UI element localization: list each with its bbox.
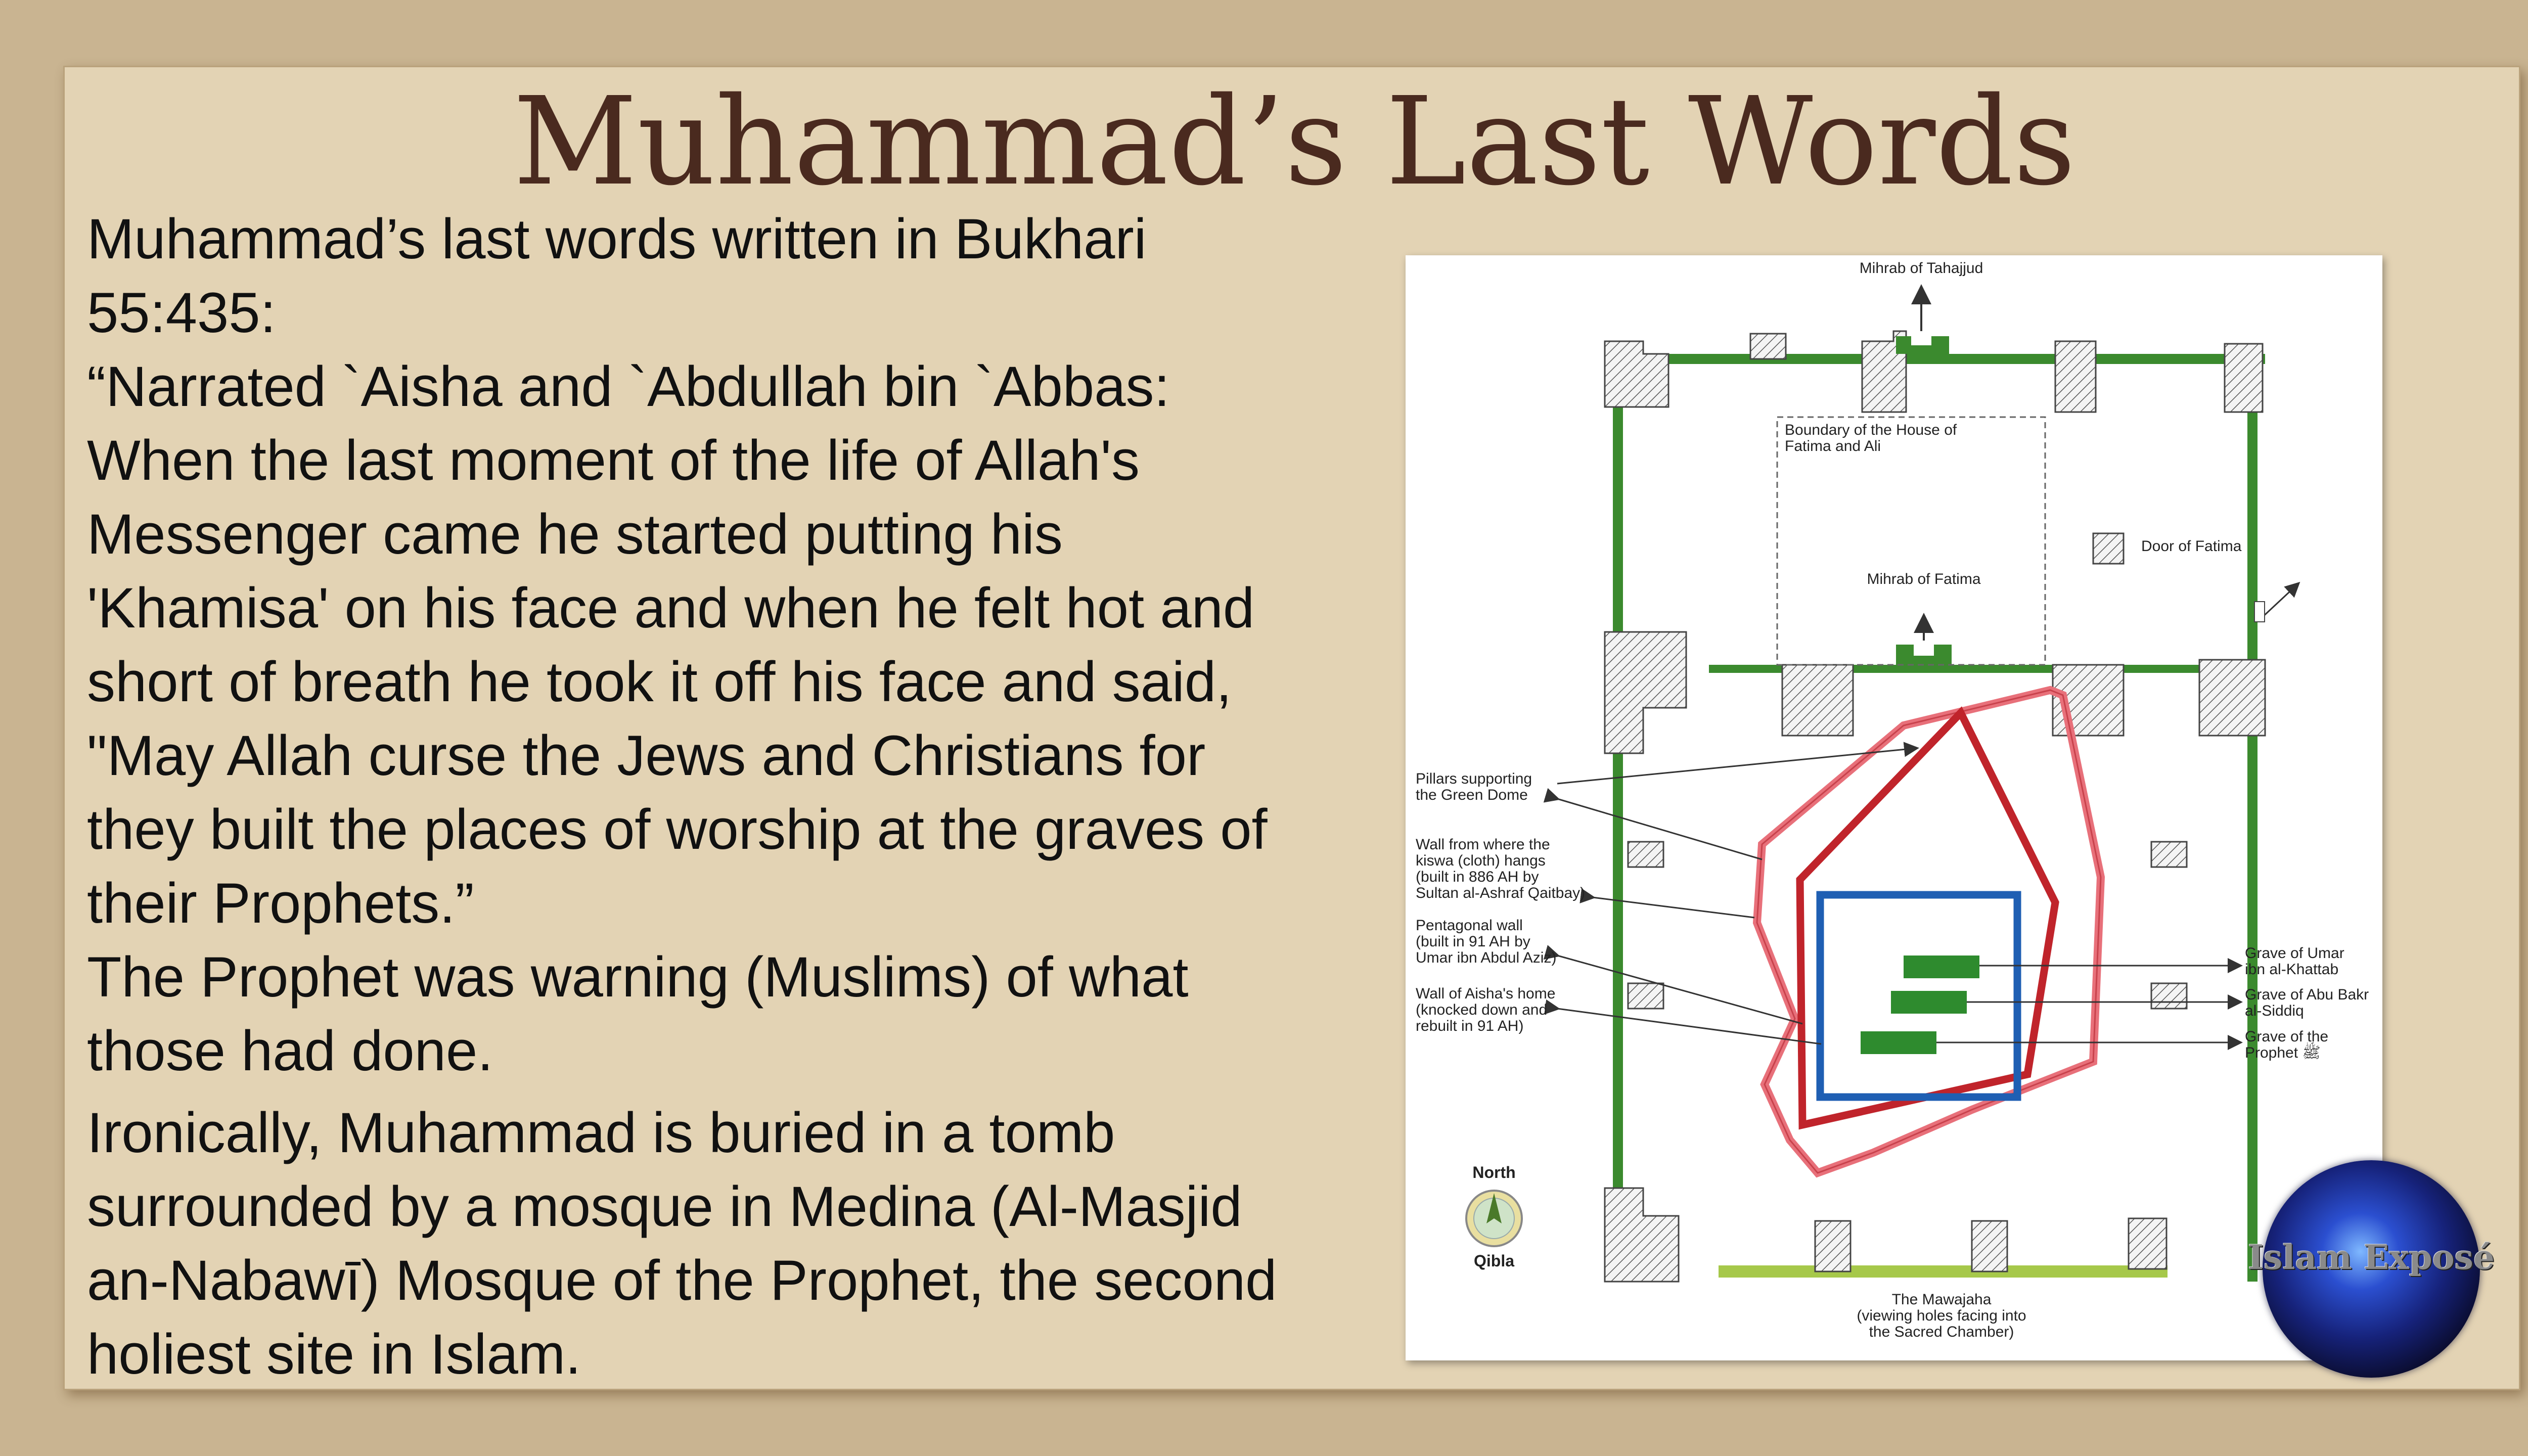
body-line: holiest site in Islam.	[87, 1323, 581, 1386]
label-grave-abubakr: Grave of Abu Bakr	[2245, 986, 2369, 1003]
label-boundary: Boundary of the House of	[1785, 422, 1957, 438]
label-pillars: Pillars supporting	[1416, 770, 1532, 787]
label-aisha: Wall of Aisha's home	[1416, 985, 1556, 1002]
label-boundary: Fatima and Ali	[1785, 438, 1881, 454]
grave-abu-bakr	[1891, 991, 1967, 1014]
label-grave-abubakr: al-Siddiq	[2245, 1003, 2304, 1019]
body-line: Ironically, Muhammad is buried in a tomb	[87, 1101, 1115, 1164]
label-mawajaha: (viewing holes facing into	[1857, 1307, 2026, 1324]
label-pentagonal: (built in 91 AH by	[1416, 933, 1530, 950]
body-line: their Prophets.”	[87, 872, 474, 935]
label-aisha: rebuilt in 91 AH)	[1416, 1018, 1524, 1034]
body-line: The Prophet was warning (Muslims) of what	[87, 945, 1189, 1009]
label-pillars: the Green Dome	[1416, 787, 1528, 803]
label-mawajaha: The Mawajaha	[1891, 1291, 1992, 1308]
logo-text: Islam Exposé	[2248, 1238, 2495, 1277]
grave-prophet	[1861, 1031, 1936, 1054]
label-pentagonal: Pentagonal wall	[1416, 917, 1523, 934]
label-kiswa: kiswa (cloth) hangs	[1416, 852, 1546, 869]
mihrab-tahajjud	[1896, 336, 1949, 354]
label-grave-prophet: Grave of the	[2245, 1028, 2329, 1045]
grave-umar	[1904, 956, 1979, 978]
label-kiswa: Wall from where the	[1416, 836, 1550, 853]
label-mihrab-fatima: Mihrab of Fatima	[1867, 571, 1981, 587]
compass-icon	[1466, 1191, 1522, 1246]
body-line: Muhammad’s last words written in Bukhari	[87, 207, 1147, 270]
slide-body	[87, 202, 1381, 1391]
body-line: short of breath he took it off his face and said,	[87, 650, 1232, 713]
label-grave-umar: ibn al-Khattab	[2245, 961, 2339, 978]
mawajaha-strip	[1719, 1265, 2168, 1278]
label-kiswa: Sultan al-Ashraf Qaitbay)	[1416, 885, 1586, 901]
label-qibla: Qibla	[1473, 1252, 1515, 1270]
mihrab-fatima	[1896, 645, 1952, 665]
label-north: North	[1472, 1163, 1516, 1181]
label-mawajaha: the Sacred Chamber)	[1869, 1324, 2014, 1340]
body-line: 55:435:	[87, 281, 276, 344]
body-line: When the last moment of the life of Allah's	[87, 429, 1140, 492]
label-mihrab-tahajjud: Mihrab of Tahajjud	[1859, 260, 1983, 277]
body-line: surrounded by a mosque in Medina (Al-Masjid	[87, 1175, 1242, 1238]
body-line: 'Khamisa' on his face and when he felt hot and	[87, 576, 1255, 640]
label-door-fatima: Door of Fatima	[2141, 538, 2242, 555]
body-line: “Narrated `Aisha and `Abdullah bin `Abbas:	[87, 355, 1170, 418]
outer-walls	[1608, 354, 2265, 1282]
body-line: "May Allah curse the Jews and Christians for	[87, 724, 1206, 787]
label-kiswa: (built in 886 AH by	[1416, 869, 1539, 885]
body-line: they built the places of worship at the graves of	[87, 798, 1268, 861]
label-grave-prophet: Prophet ﷺ	[2245, 1044, 2321, 1061]
body-line: an-Nabawī) Mosque of the Prophet, the second	[87, 1249, 1277, 1312]
label-aisha: (knocked down and	[1416, 1002, 1548, 1018]
label-grave-umar: Grave of Umar	[2245, 945, 2344, 962]
body-line: Messenger came he started putting his	[87, 503, 1063, 566]
body-line: those had done.	[87, 1019, 493, 1082]
pillars	[1605, 331, 2265, 1282]
slide-title: Muhammad’s Last Words	[513, 71, 2076, 212]
label-pentagonal: Umar ibn Abdul Aziz)	[1416, 949, 1557, 966]
mosque-floor-plan	[1406, 255, 2382, 1360]
